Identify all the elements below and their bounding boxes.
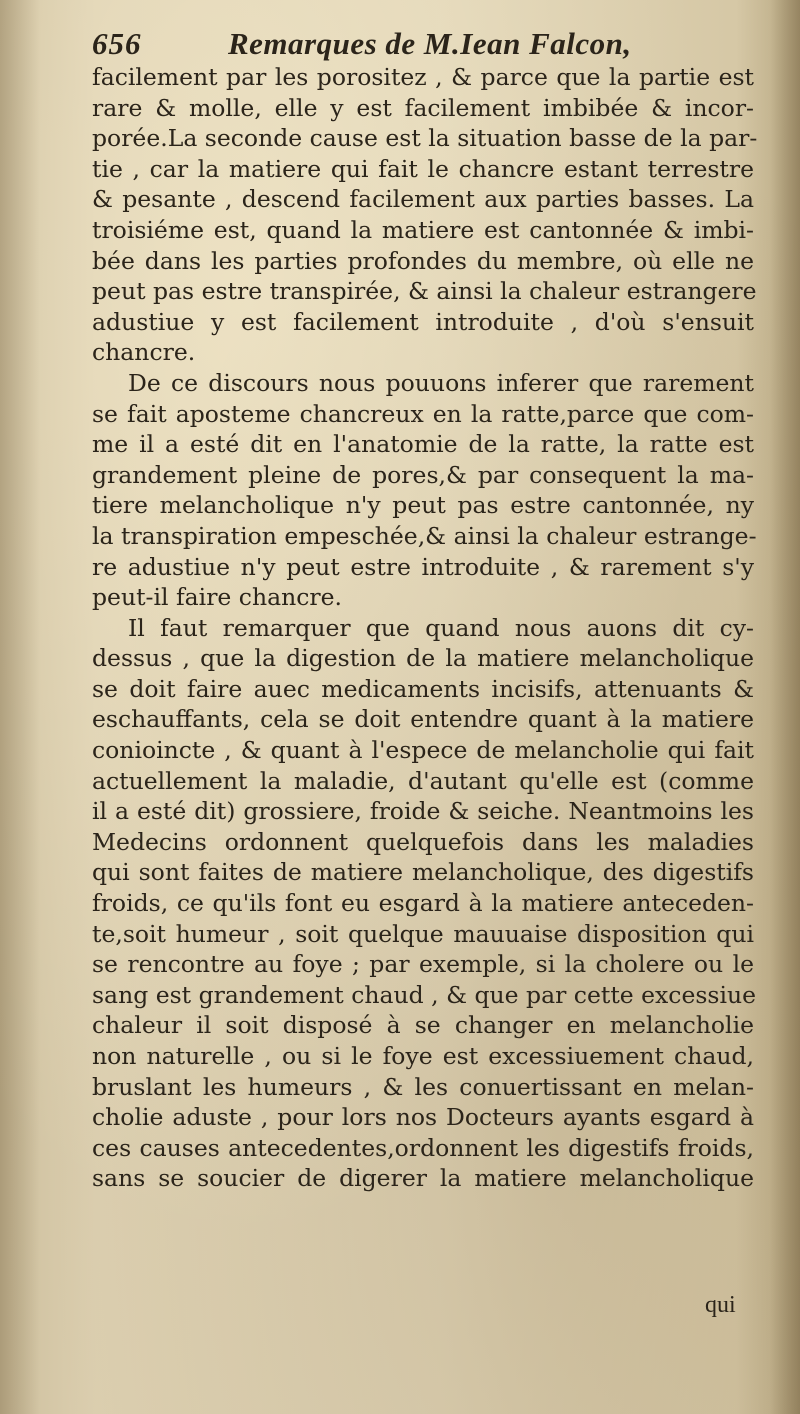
text-line: la transpiration empeschée,& ainsi la chaleur estrange- [92, 521, 757, 550]
text-line: eschauffants, cela se doit entendre quant à la matiere [92, 705, 754, 734]
text-line: porée.La seconde cause est la situation basse de la par- [92, 124, 758, 153]
text-line: conioincte , & quant à l'espece de melancholie qui fait [92, 736, 754, 765]
text-line: ces causes antecedentes,ordonnent les digestifs froids, [92, 1133, 754, 1162]
text-line: Il faut remarquer que quand nous auons dit cy- [128, 613, 754, 642]
text-line: me il a esté dit en l'anatomie de la ratte, la ratte est [92, 430, 754, 459]
page-edge-shadow [770, 0, 800, 1414]
text-line: bruslant les humeurs , & les conuertissant en melan- [92, 1072, 754, 1101]
text-line: tiere melancholique n'y peut pas estre cantonnée, ny [92, 491, 754, 520]
text-line: sang est grandement chaud , & que par cette excessiue [92, 980, 757, 1009]
text-line: dessus , que la digestion de la matiere melancholique [92, 644, 754, 673]
paragraph [92, 368, 757, 613]
page-number: 656 [92, 26, 142, 61]
running-head [92, 22, 732, 66]
text-line: qui sont faites de matiere melancholique, des digestifs [92, 858, 754, 887]
text-line: froids, ce qu'ils font eu esgard à la matiere anteceden- [92, 889, 754, 918]
text-line: De ce discours nous pouuons inferer que rarement [128, 368, 754, 397]
gutter-shadow [0, 0, 40, 1414]
paragraph [92, 613, 757, 1194]
text-line: adustiue y est facilement introduite , d'où s'ensuit [92, 307, 754, 336]
text-line: te,soit humeur , soit quelque mauuaise disposition qui [92, 919, 754, 948]
catchword: qui [705, 1292, 736, 1318]
paragraph [92, 62, 758, 368]
text-line: grandement pleine de pores,& par consequent la ma- [92, 460, 754, 489]
text-line: se rencontre au foye ; par exemple, si la cholere ou le [92, 950, 754, 979]
text-line: peut-il faire chancre. [92, 583, 343, 612]
text-line: chaleur il soit disposé à se changer en melancholie [92, 1011, 754, 1040]
text-line: bée dans les parties profondes du membre, où elle ne [92, 246, 754, 275]
running-title: Remarques de M.Iean Falcon, [228, 26, 632, 61]
text-line: chancre. [92, 338, 196, 367]
text-line: re adustiue n'y peut estre introduite , & rarement s'y [92, 552, 754, 581]
text-line: rare & molle, elle y est facilement imbibée & incor- [92, 93, 754, 122]
body-text [92, 62, 758, 1194]
text-line: tie , car la matiere qui fait le chancre estant terrestre [92, 154, 754, 183]
text-line: actuellement la maladie, d'autant qu'elle est (comme [92, 766, 754, 795]
text-line: se doit faire auec medicaments incisifs, attenuants & [92, 674, 754, 703]
text-line: Medecins ordonnent quelquefois dans les maladies [92, 827, 754, 856]
text-line: troisiéme est, quand la matiere est cantonnée & imbi- [92, 215, 754, 244]
text-line: se fait aposteme chancreux en la ratte,parce que com- [92, 399, 754, 428]
text-line: facilement par les porositez , & parce que la partie est [92, 63, 754, 91]
text-line: non naturelle , ou si le foye est excessiuement chaud, [92, 1042, 754, 1070]
text-line: cholie aduste , pour lors nos Docteurs ayants esgard à [92, 1103, 754, 1132]
text-line: il a esté dit) grossiere, froide & seiche. Neantmoins les [92, 797, 754, 826]
text-line: sans se soucier de digerer la matiere melancholique [92, 1164, 754, 1193]
text-line: & pesante , descend facilement aux parties basses. La [92, 185, 754, 214]
text-line: peut pas estre transpirée, & ainsi la chaleur estrangere [92, 277, 757, 306]
